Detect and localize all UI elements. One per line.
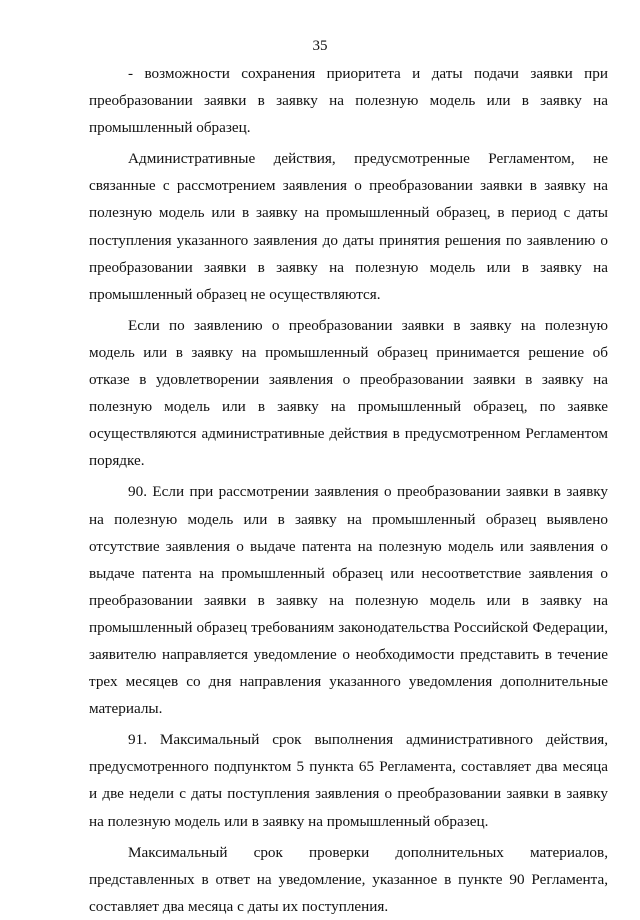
page-number: 35 [312,38,328,54]
paragraph: 90. Если при рассмотрении заявления о преобразовании заявки в заявку на полезную модель или в заявку на промышленный образец выявлено отсутствие заявления о выдаче патента на полезную модель или заявления о выдаче патента на промышленный образец или несоответствие заявления о преобразовании заявки в заявку на полезную модель или в заявку на промышленный образец требованиям законодательства Российской Федерации, заявителю направляется уведомление о необходимости представить в течение трех месяцев со дня направления указанного уведомления дополнительные материалы. [89,483,608,718]
paragraph: 91. Максимальный срок выполнения административного действия, предусмотренного подпунктом 5 пункта 65 Регламента, составляет два месяца и две недели с даты поступления заявления о преобразовании заявки в заявку на полезную модель или в заявку на промышленный образец. [89,731,608,830]
paragraph: Максимальный срок проверки дополнительных материалов, представленных в ответ на уведомление, указанное в пункте 90 Регламента, составляет два месяца с даты их поступления. [89,843,608,915]
paragraph: Если по заявлению о преобразовании заявки в заявку на полезную модель или в заявку на промышленный образец принимается решение об отказе в удовлетворении заявления о преобразовании заявки в заявку на полезную модель или в заявку на промышленный образец, по заявке осуществляются административные действия в предусмотренном Регламентом порядке. [89,316,608,470]
paragraph: Административные действия, предусмотренные Регламентом, не связанные с рассмотрением заявления о преобразовании заявки в заявку на полезную модель или в заявку на промышленный образец, в период с даты поступления указанного заявления до даты принятия решения по заявлению о преобразовании заявки в заявку на полезную модель или в заявку на промышленный образец не осуществляются. [89,150,608,303]
document-body [89,60,608,920]
paragraph: - возможности сохранения приоритета и даты подачи заявки при преобразовании заявки в заявку на полезную модель или в заявку на промышленный образец. [89,65,608,137]
